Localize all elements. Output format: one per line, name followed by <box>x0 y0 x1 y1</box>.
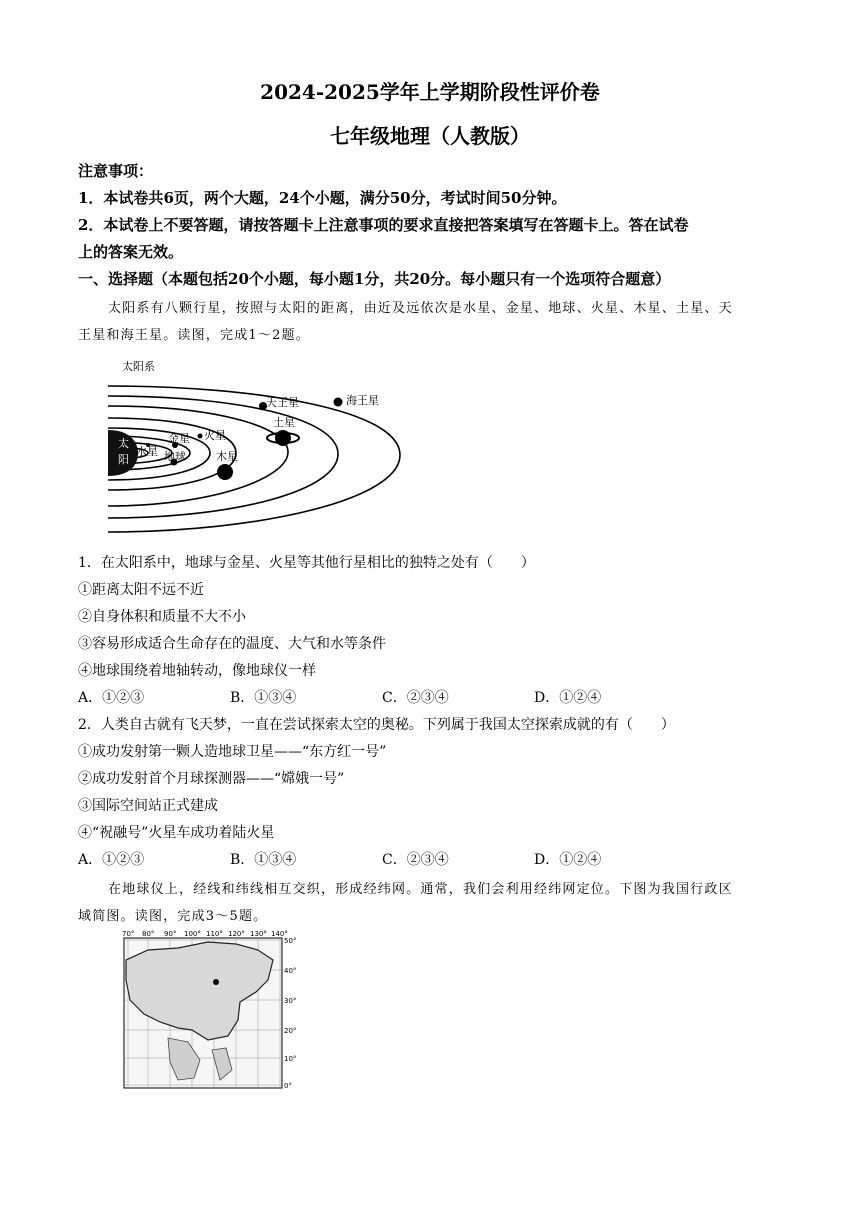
lon-label-120: 120° <box>228 930 245 938</box>
map-intro-line2: 域简图。读图，完成3～5题。 <box>78 909 268 924</box>
q1-option-b: B．①③④ <box>230 690 297 706</box>
mercury-label: 水星 <box>136 445 158 458</box>
lat-label-50: 50° <box>284 937 297 945</box>
q2-statement-2: ②成功发射首个月球探测器——“嫦娥一号” <box>78 771 345 787</box>
q1-statement-3: ③容易形成适合生命存在的温度、大气和水等条件 <box>78 636 386 652</box>
q1-option-c: C．②③④ <box>382 690 449 706</box>
mars-icon <box>198 434 203 439</box>
lon-label-100: 100° <box>184 930 201 938</box>
q2-option-b: B．①③④ <box>230 852 297 868</box>
section-1-intro-line1: 太阳系有八颗行星，按照与太阳的距离，由近及远依次是水星、金星、地球、火星、木星、土星、天 <box>108 301 733 316</box>
lat-label-30: 30° <box>284 997 297 1005</box>
jupiter-icon <box>217 464 233 480</box>
q1-statement-1: ①距离太阳不远不近 <box>78 582 204 598</box>
q2-statement-3: ③国际空间站正式建成 <box>78 798 218 814</box>
notice-item-2-line1: 2．本试卷上不要答题，请按答题卡上注意事项的要求直接把答案填写在答题卡上。答在试卷 <box>78 216 689 234</box>
lon-label-80: 80° <box>142 930 155 938</box>
lat-label-0: 0° <box>284 1082 292 1090</box>
section-1-intro-line2: 王星和海王星。读图，完成1～2题。 <box>78 328 310 343</box>
uranus-label: 天王星 <box>266 396 299 409</box>
earth-label: 地球 <box>164 450 186 463</box>
lon-label-140: 140° <box>271 930 288 938</box>
q1-stem: 1．在太阳系中，地球与金星、火星等其他行星相比的独特之处有（ ） <box>78 555 535 571</box>
exam-title: 2024-2025学年上学期阶段性评价卷 <box>260 80 600 104</box>
notice-heading: 注意事项： <box>78 162 154 180</box>
neptune-label: 海王星 <box>346 394 379 407</box>
notice-item-1: 1．本试卷共6页，两个大题，24个小题，满分50分，考试时间50分钟。 <box>78 189 567 207</box>
beijing-marker-icon <box>213 979 219 985</box>
section-1-heading: 一、选择题（本题包括20个小题，每小题1分，共20分。每小题只有一个选项符合题意） <box>78 270 671 288</box>
map-intro-line1: 在地球仪上，经线和纬线相互交织，形成经纬网。通常，我们会利用经纬网定位。下图为我国行政区 <box>108 882 733 897</box>
q2-option-d: D．①②④ <box>534 852 602 868</box>
q1-statement-4: ④地球围绕着地轴转动，像地球仪一样 <box>78 663 316 679</box>
sun-label-2: 阳 <box>118 453 129 466</box>
exam-subtitle: 七年级地理（人教版） <box>330 124 530 148</box>
lat-label-20: 20° <box>284 1027 297 1035</box>
q1-option-d: D．①②④ <box>534 690 602 706</box>
solar-system-diagram <box>108 350 408 540</box>
q2-statement-4: ④“祝融号”火星车成功着陆火星 <box>78 825 275 841</box>
diagram-title: 太阳系 <box>122 360 155 373</box>
lon-label-90: 90° <box>164 930 177 938</box>
q2-option-c: C．②③④ <box>382 852 449 868</box>
q2-option-a: A．①②③ <box>78 852 145 868</box>
q1-statement-2: ②自身体积和质量不大不小 <box>78 609 246 625</box>
lon-label-110: 110° <box>206 930 223 938</box>
saturn-label: 土星 <box>273 416 295 429</box>
q2-stem: 2．人类自古就有飞天梦，一直在尝试探索太空的奥秘。下列属于我国太空探索成就的有（ ） <box>78 717 675 733</box>
sun-label-1: 太 <box>118 437 129 450</box>
china-map <box>108 930 308 1095</box>
q1-option-a: A．①②③ <box>78 690 145 706</box>
lon-label-70: 70° <box>122 930 135 938</box>
lat-label-40: 40° <box>284 967 297 975</box>
jupiter-label: 木星 <box>216 450 238 463</box>
neptune-icon <box>334 398 343 407</box>
q2-statement-1: ①成功发射第一颗人造地球卫星——“东方红一号” <box>78 744 387 760</box>
notice-item-2-line2: 上的答案无效。 <box>78 243 184 261</box>
lat-label-10: 10° <box>284 1055 297 1063</box>
venus-label: 金星 <box>168 432 190 445</box>
mars-label: 火星 <box>204 429 226 442</box>
lon-label-130: 130° <box>250 930 267 938</box>
